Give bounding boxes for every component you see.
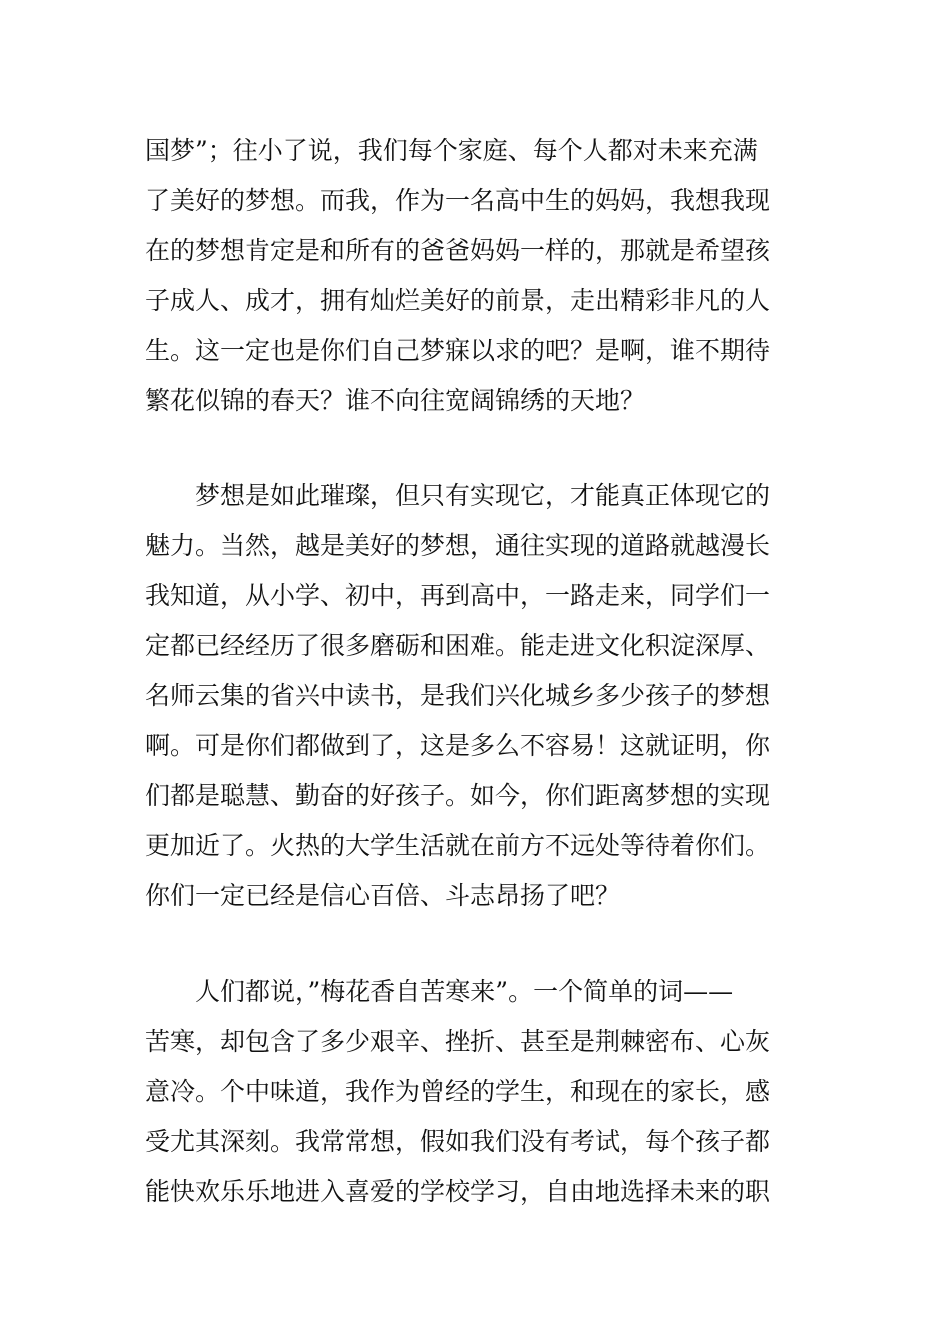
text-line: 名师云集的省兴中读书，是我们兴化城乡多少孩子的梦想: [145, 681, 771, 710]
text-line: 意冷。个中味道，我作为曾经的学生，和现在的家长，感: [145, 1077, 771, 1106]
text-line: 梦想是如此璀璨，但只有实现它，才能真正体现它的: [145, 481, 771, 510]
text-line: 生。这一定也是你们自己梦寐以求的吧？是啊，谁不期待: [145, 336, 771, 365]
text-line: 苦寒，却包含了多少艰辛、挫折、甚至是荆棘密布、心灰: [145, 1027, 771, 1056]
text-line: 定都已经经历了很多磨砺和困难。能走进文化积淀深厚、: [145, 631, 771, 660]
text-line: 我知道，从小学、初中，再到高中，一路走来，同学们一: [145, 581, 771, 610]
text-line: 在的梦想肯定是和所有的爸爸妈妈一样的，那就是希望孩: [145, 236, 771, 265]
text-line: 你们一定已经是信心百倍、斗志昂扬了吧？: [145, 881, 621, 910]
paragraph-2: [145, 471, 815, 921]
text-line: 能快欢乐乐地进入喜爱的学校学习，自由地选择未来的职: [145, 1177, 771, 1206]
text-line: 魅力。当然，越是美好的梦想，通往实现的道路就越漫长: [145, 531, 771, 560]
text-line: 受尤其深刻。我常常想，假如我们没有考试，每个孩子都: [145, 1127, 771, 1156]
text-line: 啊。可是你们都做到了，这是多么不容易！这就证明，你: [145, 731, 771, 760]
text-line: 子成人、成才，拥有灿烂美好的前景，走出精彩非凡的人: [145, 286, 771, 315]
paragraph-1: [145, 126, 815, 426]
text-line: 国梦”；往小了说，我们每个家庭、每个人都对未来充满: [145, 136, 758, 165]
text-line: 更加近了。火热的大学生活就在前方不远处等待着你们。: [145, 831, 771, 860]
text-line: 了美好的梦想。而我，作为一名高中生的妈妈，我想我现: [145, 186, 771, 215]
text-line: 人们都说，”梅花香自苦寒来”。一个简单的词——: [145, 977, 734, 1006]
text-line: 们都是聪慧、勤奋的好孩子。如今，你们距离梦想的实现: [145, 781, 771, 810]
paragraph-3: [145, 967, 815, 1217]
text-line: 繁花似锦的春天？谁不向往宽阔锦绣的天地？: [145, 386, 646, 415]
